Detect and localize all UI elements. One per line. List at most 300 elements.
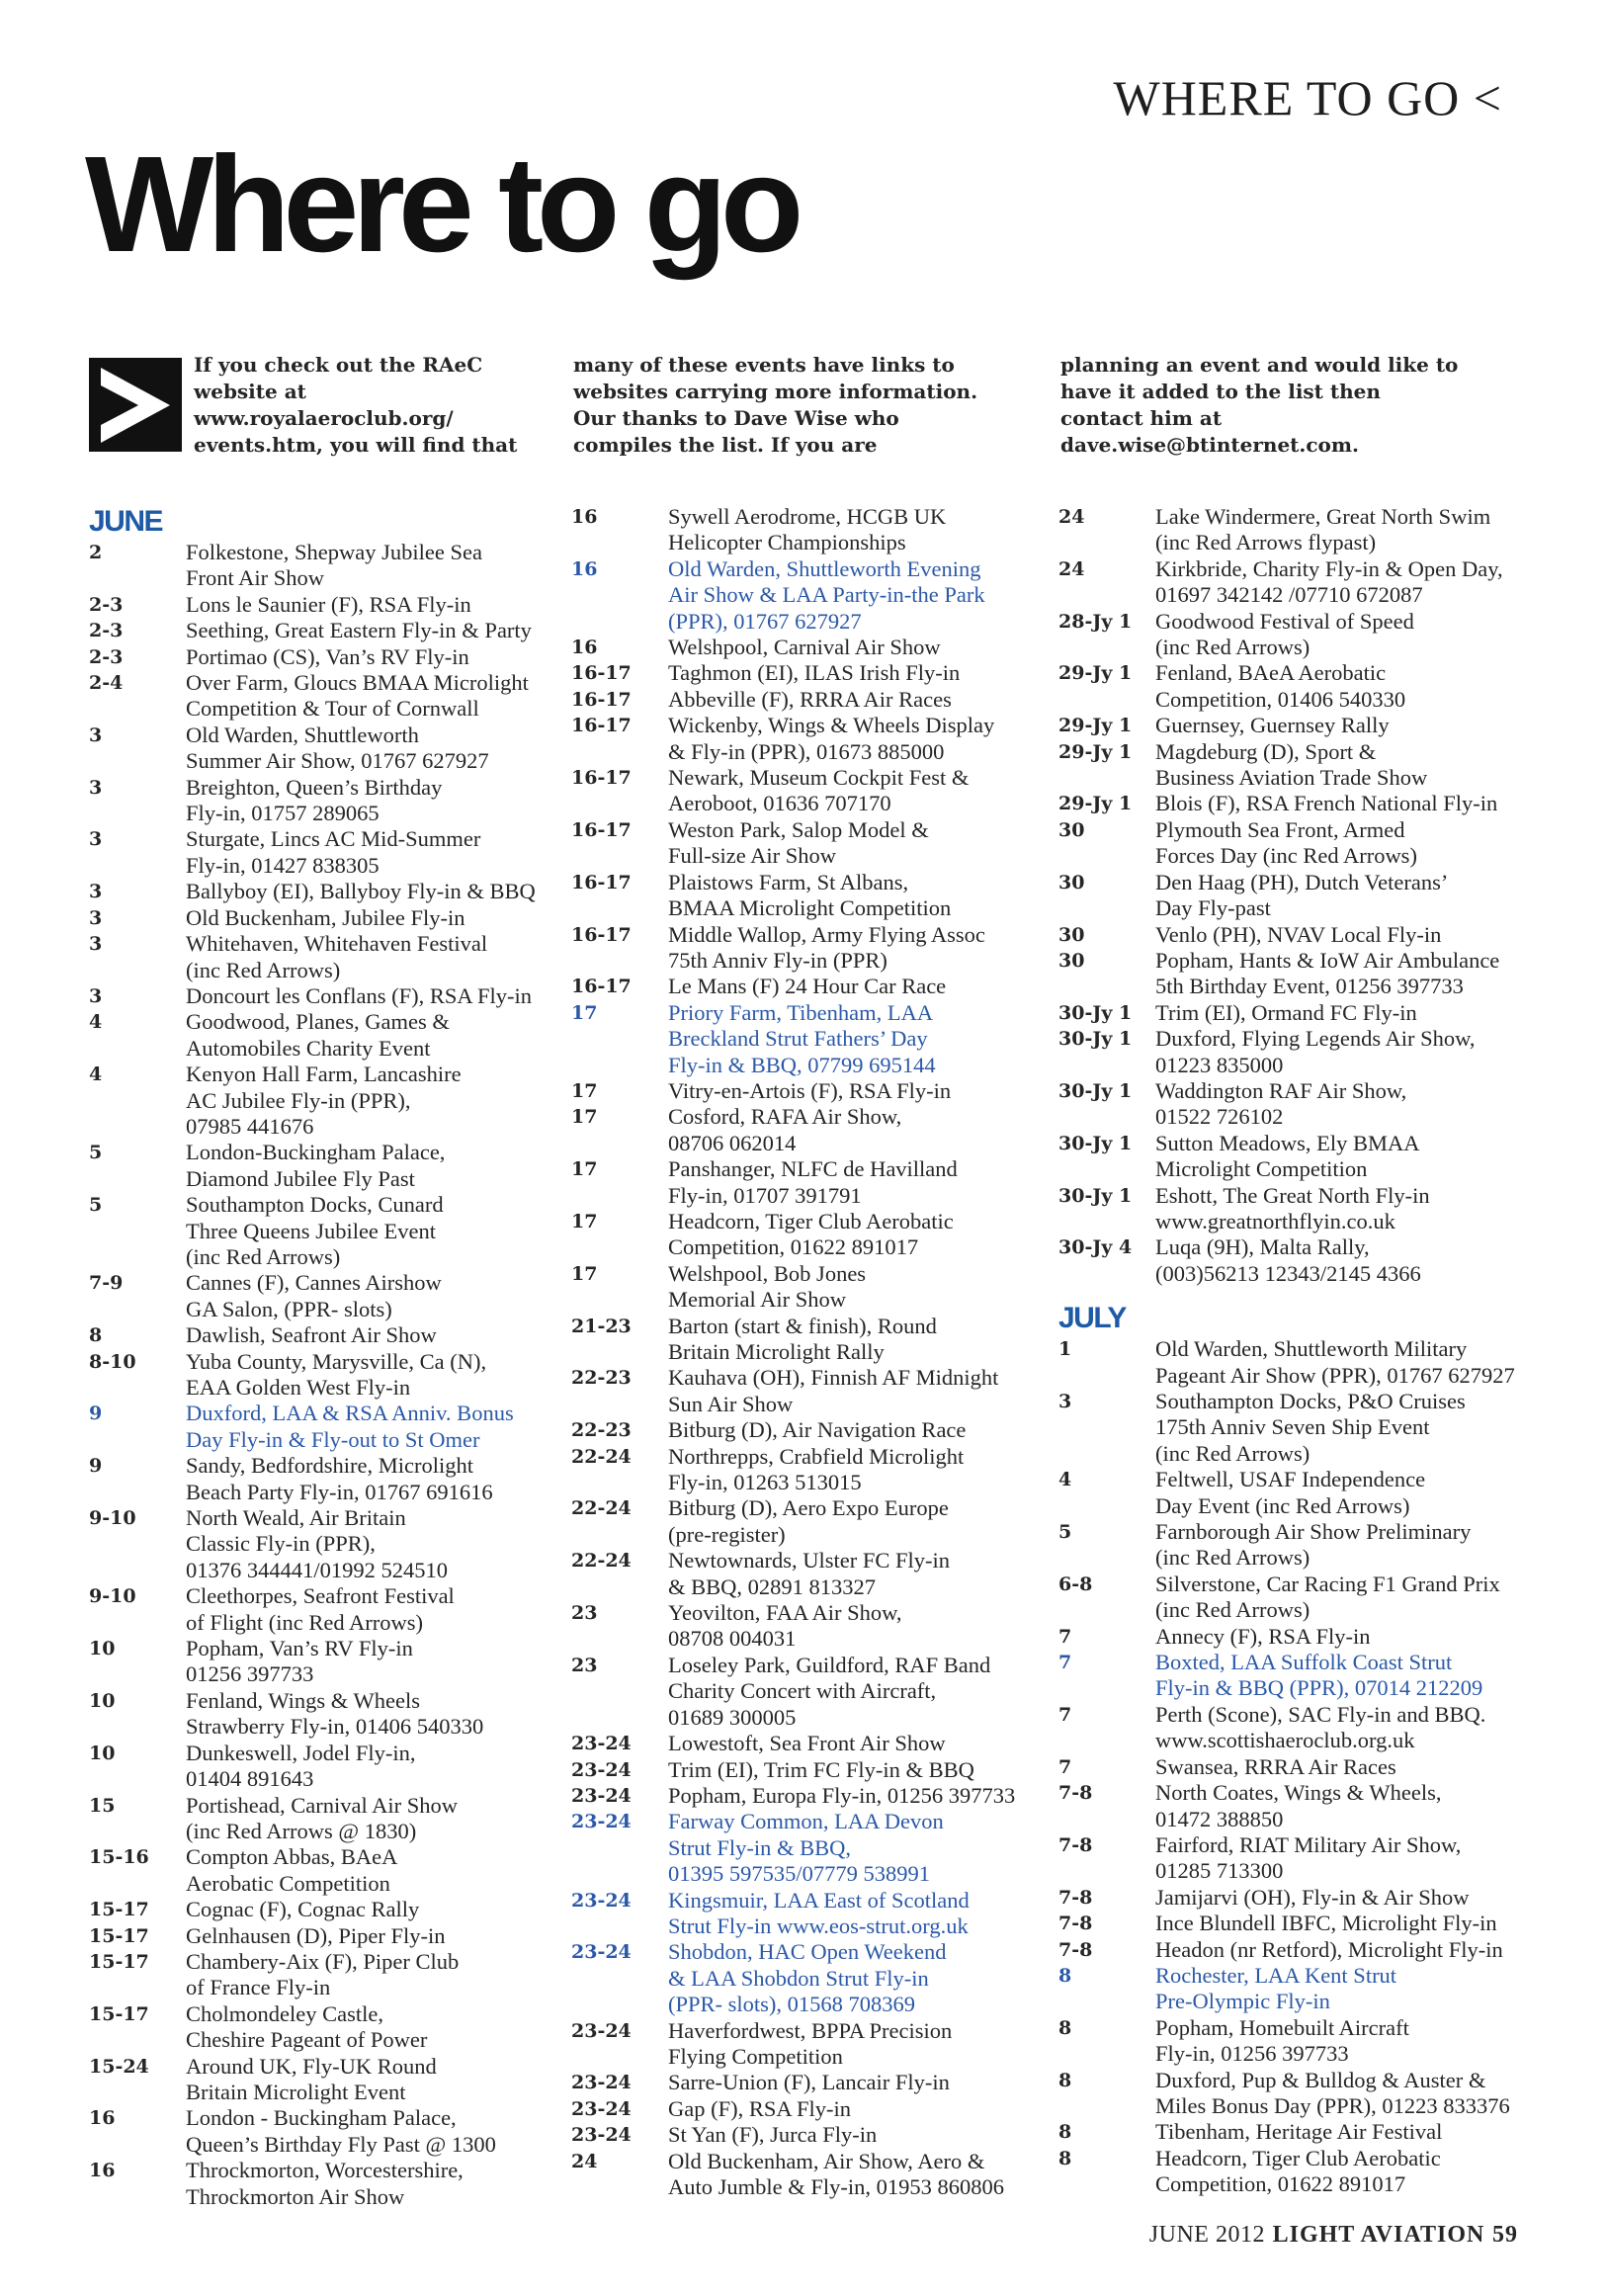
event-description: Popham, Homebuilt Aircraft Fly-in, 01256 397733 bbox=[1155, 2014, 1409, 2067]
event-row bbox=[89, 723, 573, 775]
event-description: Haverfordwest, BPPA Precision Flying Competition bbox=[668, 2017, 953, 2069]
event-description: Tibenham, Heritage Air Festival bbox=[1155, 2119, 1443, 2145]
event-row bbox=[89, 826, 573, 879]
intro-paragraph-3: planning an event and would like to have it added to the list then contact him at dave.wise@btinternet.com. bbox=[1060, 353, 1459, 457]
event-date: 29-Jy 1 bbox=[1058, 662, 1133, 685]
page-footer bbox=[1149, 2220, 1518, 2249]
event-row bbox=[571, 1104, 1056, 1156]
event-row bbox=[89, 1270, 573, 1322]
event-description: Old Warden, Shuttleworth Evening Air Show & LAA Party-in-the Park (PPR), 01767 627927 bbox=[668, 555, 985, 634]
event-description: Duxford, LAA & RSA Anniv. Bonus Day Fly-in & Fly-out to St Omer bbox=[186, 1401, 514, 1452]
event-date: 5 bbox=[1058, 1521, 1072, 1544]
event-row bbox=[571, 1653, 1056, 1731]
event-row-highlighted bbox=[1058, 1963, 1543, 2015]
event-row bbox=[89, 1949, 573, 2001]
event-description: Swansea, RRRA Air Races bbox=[1155, 1753, 1396, 1779]
event-description: Le Mans (F) 24 Hour Car Race bbox=[668, 974, 947, 999]
event-description: Luqa (9H), Malta Rally, (003)56213 12343/2145 4366 bbox=[1155, 1234, 1421, 1286]
event-date: 8 bbox=[1058, 1964, 1072, 1987]
event-date: 30-Jy 1 bbox=[1058, 1184, 1133, 1207]
month-heading: JUNE bbox=[89, 505, 163, 538]
events-column-3 bbox=[1058, 504, 1543, 2198]
event-row bbox=[89, 2054, 573, 2106]
event-description: Taghmon (EI), ILAS Irish Fly-in bbox=[668, 660, 961, 686]
arrow-icon bbox=[89, 358, 182, 452]
event-description: Old Buckenham, Jubilee Fly-in bbox=[186, 904, 465, 930]
event-description: Over Farm, Gloucs BMAA Microlight Competition & Tour of Cornwall bbox=[186, 670, 529, 722]
event-row bbox=[89, 1897, 573, 1922]
event-date: 4 bbox=[1058, 1469, 1072, 1491]
event-description: Southampton Docks, P&O Cruises 175th Anniv Seven Ship Event (inc Red Arrows) bbox=[1155, 1389, 1466, 1466]
event-date: 30 bbox=[1058, 949, 1085, 972]
event-description: Goodwood, Planes, Games & Automobiles Charity Event bbox=[186, 1009, 450, 1061]
event-description: Sturgate, Lincs AC Mid-Summer Fly-in, 01427 838305 bbox=[186, 826, 481, 878]
event-description: Dawlish, Seafront Air Show bbox=[186, 1322, 437, 1348]
event-description: Headcorn, Tiger Club Aerobatic Competition, 01622 891017 bbox=[1155, 2145, 1441, 2197]
event-row bbox=[89, 1505, 573, 1583]
event-row bbox=[89, 1793, 573, 1845]
event-row-highlighted bbox=[571, 556, 1056, 635]
event-date: 5 bbox=[89, 1194, 103, 1217]
event-description: Sandy, Bedfordshire, Microlight Beach Party Fly-in, 01767 691616 bbox=[186, 1453, 493, 1504]
event-row bbox=[1058, 1754, 1543, 1780]
event-description: North Weald, Air Britain Classic Fly-in (PPR), 01376 344441/01992 524510 bbox=[186, 1505, 449, 1582]
event-date: 16-17 bbox=[571, 688, 632, 711]
event-description: Wickenby, Wings & Wheels Display & Fly-in (PPR), 01673 885000 bbox=[668, 713, 995, 764]
event-date: 21-23 bbox=[571, 1315, 632, 1337]
event-description: Duxford, Flying Legends Air Show, 01223 835000 bbox=[1155, 1026, 1476, 1077]
event-description: Yuba County, Marysville, Ca (N), EAA Golden West Fly-in bbox=[186, 1348, 487, 1400]
event-row bbox=[1058, 660, 1543, 713]
event-row-highlighted bbox=[571, 1939, 1056, 2017]
event-row bbox=[89, 1322, 573, 1348]
event-row bbox=[89, 1741, 573, 1793]
event-date: 29-Jy 1 bbox=[1058, 793, 1133, 815]
event-row bbox=[89, 644, 573, 670]
event-row bbox=[1058, 2146, 1543, 2198]
event-date: 3 bbox=[89, 776, 103, 799]
event-date: 22-24 bbox=[571, 1497, 632, 1520]
event-description: Popham, Hants & IoW Air Ambulance 5th Birthday Event, 01256 397733 bbox=[1155, 947, 1500, 999]
event-date: 17 bbox=[571, 1210, 598, 1233]
event-row bbox=[1058, 922, 1543, 948]
event-row bbox=[571, 2018, 1056, 2071]
event-date: 29-Jy 1 bbox=[1058, 715, 1133, 737]
event-row bbox=[89, 2105, 573, 2158]
event-date: 9 bbox=[89, 1403, 103, 1425]
event-date: 28-Jy 1 bbox=[1058, 610, 1133, 633]
event-description: Folkestone, Shepway Jubilee Sea Front Air Show bbox=[186, 540, 482, 591]
event-date: 15 bbox=[89, 1794, 116, 1817]
event-row bbox=[571, 1078, 1056, 1104]
event-date: 9-10 bbox=[89, 1507, 136, 1530]
event-row bbox=[89, 1583, 573, 1636]
event-row bbox=[571, 870, 1056, 922]
event-row bbox=[571, 1757, 1056, 1783]
event-date: 16-17 bbox=[571, 715, 632, 737]
event-row bbox=[89, 618, 573, 643]
event-row bbox=[571, 974, 1056, 999]
event-date: 7 bbox=[1058, 1703, 1072, 1726]
event-description: Portishead, Carnival Air Show (inc Red Arrows @ 1830) bbox=[186, 1792, 458, 1843]
event-date: 29-Jy 1 bbox=[1058, 740, 1133, 763]
event-row bbox=[571, 660, 1056, 686]
event-date: 2-4 bbox=[89, 672, 124, 695]
event-date: 17 bbox=[571, 1106, 598, 1129]
event-row bbox=[89, 879, 573, 904]
event-date: 7-8 bbox=[1058, 1833, 1093, 1856]
event-description: Sarre-Union (F), Lancair Fly-in bbox=[668, 2070, 950, 2095]
event-row bbox=[1058, 739, 1543, 792]
event-description: Guernsey, Guernsey Rally bbox=[1155, 713, 1390, 738]
event-description: Kenyon Hall Farm, Lancashire AC Jubilee Fly-in (PPR), 07985 441676 bbox=[186, 1062, 462, 1139]
event-date: 23-24 bbox=[571, 1784, 632, 1807]
event-description: Cognac (F), Cognac Rally bbox=[186, 1897, 420, 1922]
event-row bbox=[1058, 1131, 1543, 1183]
event-description: Abbeville (F), RRRA Air Races bbox=[668, 686, 952, 712]
event-row bbox=[571, 1156, 1056, 1209]
event-date: 23-24 bbox=[571, 1811, 632, 1833]
event-date: 30-Jy 1 bbox=[1058, 1132, 1133, 1154]
event-date: 16-17 bbox=[571, 662, 632, 685]
event-date: 8 bbox=[1058, 2147, 1072, 2169]
event-description: Southampton Docks, Cunard Three Queens Jubilee Event (inc Red Arrows) bbox=[186, 1192, 444, 1269]
event-description: Doncourt les Conflans (F), RSA Fly-in bbox=[186, 982, 533, 1008]
event-row bbox=[1058, 609, 1543, 661]
event-description: Panshanger, NLFC de Havilland Fly-in, 01707 391791 bbox=[668, 1156, 958, 1208]
event-row bbox=[1058, 1000, 1543, 1026]
event-date: 23 bbox=[571, 1654, 598, 1676]
event-date: 15-17 bbox=[89, 1950, 149, 1973]
event-description: Gap (F), RSA Fly-in bbox=[668, 2095, 852, 2121]
event-row bbox=[1058, 1702, 1543, 1754]
event-row bbox=[571, 1783, 1056, 1809]
event-date: 8 bbox=[1058, 2016, 1072, 2039]
event-date: 23-24 bbox=[571, 1889, 632, 1912]
event-row bbox=[89, 1009, 573, 1062]
event-date: 7-8 bbox=[1058, 1938, 1093, 1961]
event-row bbox=[89, 2158, 573, 2210]
event-date: 17 bbox=[571, 1262, 598, 1285]
intro-paragraph-2: many of these events have links to websites carrying more information. Our thanks to Dave Wise who compiles the list. If you are bbox=[573, 353, 978, 457]
event-date: 17 bbox=[571, 1079, 598, 1102]
event-date: 7-9 bbox=[89, 1272, 124, 1295]
event-date: 3 bbox=[89, 881, 103, 903]
event-date: 23-24 bbox=[571, 1941, 632, 1964]
events-column-1 bbox=[89, 504, 573, 2210]
event-row bbox=[571, 504, 1056, 556]
event-date: 30-Jy 4 bbox=[1058, 1236, 1133, 1259]
event-row bbox=[571, 1444, 1056, 1496]
event-description: Popham, Van’s RV Fly-in 01256 397733 bbox=[186, 1636, 413, 1687]
event-date: 16-17 bbox=[571, 767, 632, 790]
event-row bbox=[1058, 1026, 1543, 1078]
event-date: 7 bbox=[1058, 1652, 1072, 1674]
event-row bbox=[1058, 2015, 1543, 2068]
event-row bbox=[1058, 817, 1543, 870]
event-date: 7 bbox=[1058, 1625, 1072, 1648]
footer-issue: JUNE 2012 bbox=[1148, 2222, 1265, 2248]
event-description: Jamijarvi (OH), Fly-in & Air Show bbox=[1155, 1884, 1470, 1910]
event-date: 23-24 bbox=[571, 2124, 632, 2147]
event-description: Kingsmuir, LAA East of Scotland Strut Fly-in www.eos-strut.org.uk bbox=[668, 1887, 970, 1938]
event-date: 24 bbox=[1058, 506, 1085, 528]
event-date: 4 bbox=[89, 1011, 103, 1034]
page-title: Where to go bbox=[85, 128, 798, 281]
event-row bbox=[1058, 1911, 1543, 1936]
event-description: Cleethorpes, Seafront Festival of Flight (inc Red Arrows) bbox=[186, 1583, 455, 1635]
event-row bbox=[89, 1844, 573, 1897]
event-description: Whitehaven, Whitehaven Festival (inc Red Arrows) bbox=[186, 931, 488, 982]
event-row bbox=[89, 1923, 573, 1949]
intro-paragraph-1: If you check out the RAeC website at www.royalaeroclub.org/ events.htm, you will find that bbox=[194, 353, 518, 457]
event-date: 8-10 bbox=[89, 1350, 136, 1373]
event-row bbox=[571, 687, 1056, 713]
event-row bbox=[89, 931, 573, 983]
event-description: Ballyboy (EI), Ballyboy Fly-in & BBQ bbox=[186, 879, 536, 904]
event-description: Trim (EI), Ormand FC Fly-in bbox=[1155, 999, 1417, 1025]
event-date: 30-Jy 1 bbox=[1058, 1028, 1133, 1051]
event-row bbox=[571, 1495, 1056, 1548]
event-description: Goodwood Festival of Speed (inc Red Arrows) bbox=[1155, 608, 1414, 660]
event-description: St Yan (F), Jurca Fly-in bbox=[668, 2122, 878, 2148]
event-description: Headon (nr Retford), Microlight Fly-in bbox=[1155, 1936, 1503, 1962]
event-description: London-Buckingham Palace, Diamond Jubilee Fly Past bbox=[186, 1140, 446, 1191]
event-date: 6-8 bbox=[1058, 1573, 1093, 1595]
event-description: Newtownards, Ulster FC Fly-in & BBQ, 02891 813327 bbox=[668, 1548, 950, 1599]
event-date: 7 bbox=[1058, 1755, 1072, 1778]
event-row bbox=[1058, 948, 1543, 1000]
event-row bbox=[89, 670, 573, 723]
event-date: 16-17 bbox=[571, 976, 632, 998]
event-description: Northrepps, Crabfield Microlight Fly-in, 01263 513015 bbox=[668, 1443, 965, 1495]
event-date: 23-24 bbox=[571, 1758, 632, 1781]
event-date: 16 bbox=[89, 2107, 116, 2130]
event-description: Old Warden, Shuttleworth Military Pageant Air Show (PPR), 01767 627927 bbox=[1155, 1336, 1515, 1388]
event-date: 30-Jy 1 bbox=[1058, 1079, 1133, 1102]
event-row bbox=[1058, 1183, 1543, 1235]
section-tag: WHERE TO GO < bbox=[1113, 70, 1502, 126]
event-date: 4 bbox=[89, 1063, 103, 1086]
event-date: 8 bbox=[1058, 2121, 1072, 2144]
event-row bbox=[571, 2070, 1056, 2095]
event-row bbox=[571, 2122, 1056, 2148]
event-date: 7-8 bbox=[1058, 1913, 1093, 1935]
event-description: Trim (EI), Trim FC Fly-in & BBQ bbox=[668, 1756, 974, 1782]
event-description: Rochester, LAA Kent Strut Pre-Olympic Fly-in bbox=[1155, 1962, 1397, 2014]
event-description: Dunkeswell, Jodel Fly-in, 01404 891643 bbox=[186, 1740, 416, 1792]
event-description: Venlo (PH), NVAV Local Fly-in bbox=[1155, 921, 1442, 947]
event-row bbox=[1058, 1624, 1543, 1650]
event-description: Lake Windermere, Great North Swim (inc Red Arrows flypast) bbox=[1155, 504, 1491, 555]
event-row bbox=[571, 1548, 1056, 1600]
event-row bbox=[89, 1636, 573, 1688]
event-description: Yeovilton, FAA Air Show, 08708 004031 bbox=[668, 1600, 902, 1652]
event-description: Newark, Museum Cockpit Fest & Aeroboot, 01636 707170 bbox=[668, 765, 970, 816]
event-description: Sutton Meadows, Ely BMAA Microlight Competition bbox=[1155, 1130, 1420, 1182]
event-date: 16 bbox=[571, 637, 598, 659]
event-row-highlighted bbox=[1058, 1650, 1543, 1702]
arrow-icon-glyph bbox=[89, 358, 182, 452]
event-description: Fairford, RIAT Military Air Show, 01285 713300 bbox=[1155, 1831, 1462, 1884]
event-row bbox=[89, 1062, 573, 1140]
event-row bbox=[1058, 1389, 1543, 1467]
event-row bbox=[89, 1688, 573, 1741]
event-date: 16 bbox=[571, 557, 598, 580]
event-description: Eshott, The Great North Fly-in www.greatnorthflyin.co.uk bbox=[1155, 1182, 1430, 1233]
event-row bbox=[1058, 1780, 1543, 1832]
event-date: 30 bbox=[1058, 818, 1085, 841]
event-row bbox=[1058, 1572, 1543, 1624]
event-date: 15-17 bbox=[89, 2002, 149, 2025]
event-date: 7-8 bbox=[1058, 1886, 1093, 1909]
event-description: Priory Farm, Tibenham, LAA Breckland Strut Fathers’ Day Fly-in & BBQ, 07799 695144 bbox=[668, 999, 936, 1077]
event-description: North Coates, Wings & Wheels, 01472 388850 bbox=[1155, 1780, 1442, 1831]
event-date: 8 bbox=[89, 1324, 103, 1347]
event-row bbox=[1058, 1885, 1543, 1911]
event-row bbox=[1058, 713, 1543, 738]
event-row bbox=[89, 905, 573, 931]
event-row bbox=[1058, 791, 1543, 816]
event-date: 7-8 bbox=[1058, 1782, 1093, 1805]
event-row bbox=[571, 1365, 1056, 1417]
event-description: Cannes (F), Cannes Airshow GA Salon, (PPR- slots) bbox=[186, 1270, 442, 1321]
event-date: 16 bbox=[89, 2160, 116, 2182]
event-date: 8 bbox=[1058, 2069, 1072, 2091]
event-description: Plymouth Sea Front, Armed Forces Day (inc Red Arrows) bbox=[1155, 816, 1417, 869]
event-description: Lowestoft, Sea Front Air Show bbox=[668, 1731, 946, 1756]
event-date: 23-24 bbox=[571, 2097, 632, 2120]
event-description: Old Warden, Shuttleworth Summer Air Show, 01767 627927 bbox=[186, 722, 489, 774]
event-date: 16-17 bbox=[571, 923, 632, 946]
event-date: 3 bbox=[89, 984, 103, 1007]
event-row bbox=[89, 540, 573, 592]
event-row bbox=[571, 2149, 1056, 2201]
event-description: Farway Common, LAA Devon Strut Fly-in & BBQ, 01395 597535/07779 538991 bbox=[668, 1809, 944, 1887]
event-description: Sywell Aerodrome, HCGB UK Helicopter Championships bbox=[668, 504, 947, 555]
event-date: 17 bbox=[571, 1158, 598, 1181]
month-heading: JULY bbox=[1058, 1302, 1126, 1335]
event-date: 17 bbox=[571, 1001, 598, 1024]
event-date: 16-17 bbox=[571, 818, 632, 841]
event-row bbox=[571, 1209, 1056, 1261]
event-description: Breighton, Queen’s Birthday Fly-in, 01757 289065 bbox=[186, 774, 443, 826]
event-row bbox=[89, 1453, 573, 1505]
event-description: Popham, Europa Fly-in, 01256 397733 bbox=[668, 1782, 1016, 1808]
event-description: Bitburg (D), Air Navigation Race bbox=[668, 1417, 967, 1443]
event-row bbox=[571, 817, 1056, 870]
event-description: Gelnhausen (D), Piper Fly-in bbox=[186, 1922, 446, 1948]
event-date: 10 bbox=[89, 1742, 116, 1764]
footer-page-number: 59 bbox=[1492, 2222, 1518, 2248]
event-description: Compton Abbas, BAeA Aerobatic Competition bbox=[186, 1844, 398, 1896]
event-description: Cholmondeley Castle, Cheshire Pageant of Power bbox=[186, 2000, 428, 2053]
event-description: Around UK, Fly-UK Round Britain Microlight Event bbox=[186, 2053, 437, 2104]
event-row bbox=[571, 635, 1056, 660]
event-description: Old Buckenham, Air Show, Aero & Auto Jumble & Fly-in, 01953 860806 bbox=[668, 2148, 1005, 2199]
event-date: 2-3 bbox=[89, 645, 124, 668]
event-row bbox=[571, 1314, 1056, 1366]
event-date: 23-24 bbox=[571, 1733, 632, 1755]
event-date: 30-Jy 1 bbox=[1058, 1001, 1133, 1024]
event-row bbox=[89, 1349, 573, 1402]
event-row bbox=[1058, 1937, 1543, 1963]
event-date: 5 bbox=[89, 1142, 103, 1164]
event-date: 16-17 bbox=[571, 871, 632, 893]
event-description: Welshpool, Bob Jones Memorial Air Show bbox=[668, 1260, 867, 1313]
event-date: 3 bbox=[89, 723, 103, 746]
event-row bbox=[571, 1600, 1056, 1653]
event-date: 30 bbox=[1058, 871, 1085, 893]
event-row bbox=[1058, 1519, 1543, 1572]
event-date: 22-24 bbox=[571, 1550, 632, 1573]
event-description: Den Haag (PH), Dutch Veterans’ Day Fly-past bbox=[1155, 869, 1449, 921]
event-row bbox=[1058, 1336, 1543, 1389]
event-row bbox=[1058, 2068, 1543, 2120]
event-date: 23 bbox=[571, 1602, 598, 1625]
events-column-2 bbox=[571, 504, 1056, 2200]
event-description: Middle Wallop, Army Flying Assoc 75th Anniv Fly-in (PPR) bbox=[668, 921, 985, 973]
event-date: 23-24 bbox=[571, 2072, 632, 2094]
event-description: Seething, Great Eastern Fly-in & Party bbox=[186, 618, 532, 643]
event-description: Cosford, RAFA Air Show, 08706 062014 bbox=[668, 1104, 902, 1155]
event-description: Farnborough Air Show Preliminary (inc Red Arrows) bbox=[1155, 1519, 1472, 1571]
event-date: 9-10 bbox=[89, 1585, 136, 1608]
event-date: 22-23 bbox=[571, 1367, 632, 1390]
event-row bbox=[89, 592, 573, 618]
event-description: Chambery-Aix (F), Piper Club of France Fly-in bbox=[186, 1948, 460, 2000]
event-date: 2-3 bbox=[89, 620, 124, 642]
event-description: Ince Blundell IBFC, Microlight Fly-in bbox=[1155, 1911, 1497, 1936]
event-description: Plaistows Farm, St Albans, BMAA Microlight Competition bbox=[668, 869, 952, 921]
event-row bbox=[571, 713, 1056, 765]
event-date: 1 bbox=[1058, 1338, 1072, 1361]
event-date: 15-24 bbox=[89, 2055, 149, 2078]
event-description: Silverstone, Car Racing F1 Grand Prix (inc Red Arrows) bbox=[1155, 1571, 1500, 1623]
event-row bbox=[1058, 870, 1543, 922]
event-row-highlighted bbox=[89, 1401, 573, 1453]
event-date: 3 bbox=[1058, 1391, 1072, 1412]
event-date: 2 bbox=[89, 542, 103, 563]
event-row-highlighted bbox=[571, 1000, 1056, 1078]
event-description: Boxted, LAA Suffolk Coast Strut Fly-in & BBQ (PPR), 07014 212209 bbox=[1155, 1650, 1483, 1701]
event-row bbox=[89, 1192, 573, 1270]
event-row bbox=[1058, 2119, 1543, 2145]
event-description: Weston Park, Salop Model & Full-size Air Show bbox=[668, 816, 929, 869]
event-date: 3 bbox=[89, 933, 103, 956]
event-date: 23-24 bbox=[571, 2019, 632, 2042]
event-row bbox=[1058, 556, 1543, 609]
event-date: 9 bbox=[89, 1455, 103, 1478]
event-description: Portimao (CS), Van’s RV Fly-in bbox=[186, 643, 469, 669]
event-description: Kauhava (OH), Finnish AF Midnight Sun Air Show bbox=[668, 1365, 999, 1416]
event-row-highlighted bbox=[571, 1809, 1056, 1887]
event-description: Blois (F), RSA French National Fly-in bbox=[1155, 791, 1498, 816]
event-row bbox=[1058, 1467, 1543, 1519]
event-description: Kirkbride, Charity Fly-in & Open Day, 01697 342142 /07710 672087 bbox=[1155, 555, 1503, 608]
event-description: Duxford, Pup & Bulldog & Auster & Miles Bonus Day (PPR), 01223 833376 bbox=[1155, 2067, 1510, 2118]
event-description: Fenland, Wings & Wheels Strawberry Fly-in, 01406 540330 bbox=[186, 1687, 484, 1740]
event-row bbox=[1058, 1234, 1543, 1287]
event-row bbox=[1058, 1078, 1543, 1131]
event-description: Lons le Saunier (F), RSA Fly-in bbox=[186, 591, 471, 617]
event-row bbox=[89, 1140, 573, 1192]
event-row bbox=[89, 775, 573, 827]
event-description: Barton (start & finish), Round Britain Microlight Rally bbox=[668, 1313, 937, 1364]
event-row bbox=[571, 1261, 1056, 1314]
event-date: 3 bbox=[89, 906, 103, 929]
event-description: Welshpool, Carnival Air Show bbox=[668, 635, 941, 660]
